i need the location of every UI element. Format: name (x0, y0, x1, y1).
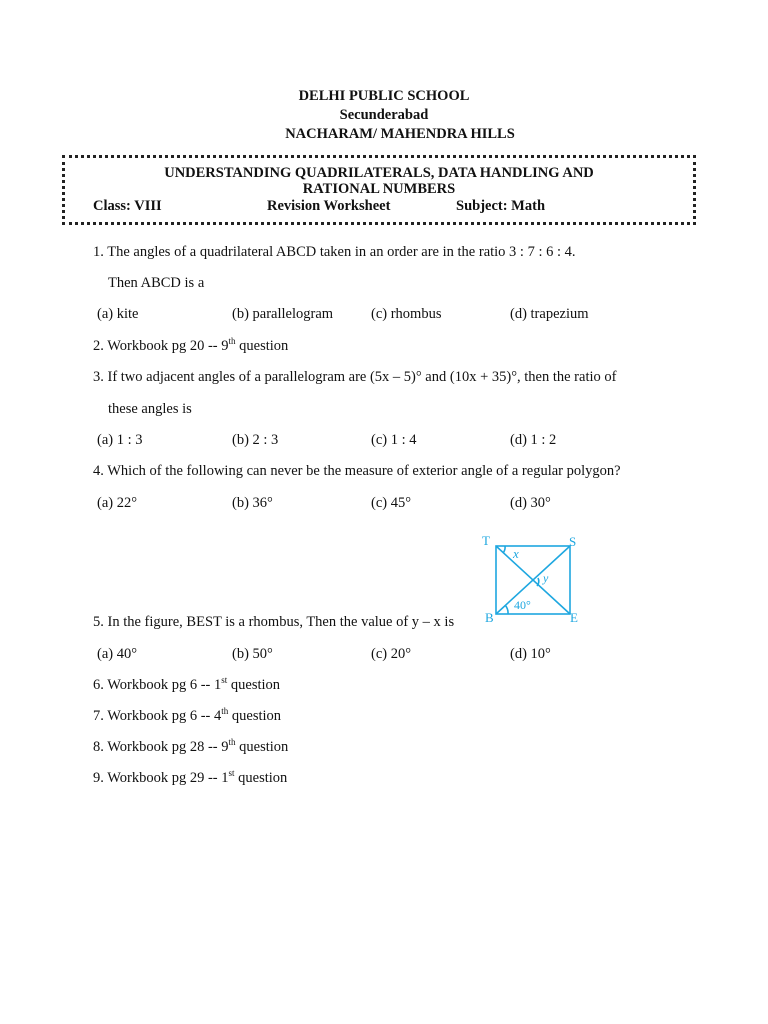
question-8-text: 8. Workbook pg 28 -- 9 (93, 739, 229, 755)
question-3-option-c: (c) 1 : 4 (371, 432, 417, 448)
question-3-option-b: (b) 2 : 3 (232, 432, 279, 448)
worksheet-title-line2: RATIONAL NUMBERS (302, 181, 456, 197)
question-4-line1: 4. Which of the following can never be the measure of exterior angle of a regular polygon? (93, 463, 621, 479)
angle-40-arc (505, 605, 508, 614)
question-1-option-a: (a) kite (97, 306, 139, 322)
question-9-text: 9. Workbook pg 29 -- 1 (93, 770, 229, 786)
question-6-suffix: question (227, 677, 281, 693)
question-9-suffix: question (234, 770, 288, 786)
question-6-ordinal: st (221, 675, 228, 685)
school-city: Secunderabad (339, 107, 429, 123)
school-name: DELHI PUBLIC SCHOOL (298, 88, 470, 104)
worksheet-type: Revision Worksheet (267, 198, 391, 214)
question-8-ordinal: th (228, 737, 236, 747)
question-4-option-a: (a) 22° (97, 495, 138, 511)
question-9 (93, 770, 287, 787)
question-1-line1: 1. The angles of a quadrilateral ABCD taken in an order are in the ratio 3 : 7 : 6 : 4. (93, 244, 576, 260)
question-4-option-b: (b) 36° (232, 495, 273, 511)
question-2-suffix: question (235, 338, 289, 354)
question-1-option-c: (c) rhombus (371, 306, 442, 322)
question-7-suffix: question (228, 708, 282, 724)
question-8-suffix: question (235, 739, 289, 755)
vertex-b-label: B (485, 610, 494, 625)
question-1-line2: Then ABCD is a (108, 275, 205, 291)
question-6 (93, 677, 280, 694)
angle-40-label: 40° (514, 598, 531, 612)
question-2-text: 2. Workbook pg 20 -- 9 (93, 338, 229, 354)
question-1-option-d: (d) trapezium (510, 306, 589, 322)
question-2-ordinal: th (228, 336, 236, 346)
question-8 (93, 739, 288, 756)
vertex-e-label: E (570, 610, 578, 625)
question-9-ordinal: st (228, 768, 235, 778)
question-5-line1: 5. In the figure, BEST is a rhombus, Then the value of y – x is (93, 614, 455, 630)
question-6-text: 6. Workbook pg 6 -- 1 (93, 677, 222, 693)
class-label: Class: VIII (93, 198, 162, 214)
angle-x-arc (503, 546, 505, 553)
question-3-option-a: (a) 1 : 3 (97, 432, 143, 448)
question-4-option-c: (c) 45° (371, 495, 412, 511)
question-3-line2: these angles is (108, 401, 192, 417)
subject-label: Subject: Math (456, 198, 546, 214)
vertex-s-label: S (569, 534, 577, 549)
question-1-option-b: (b) parallelogram (232, 306, 334, 322)
angle-x-label: x (513, 546, 519, 561)
question-5-option-d: (d) 10° (510, 646, 551, 662)
question-7 (93, 708, 281, 725)
question-5-option-c: (c) 20° (371, 646, 412, 662)
question-5-option-b: (b) 50° (232, 646, 273, 662)
worksheet-title-line1: UNDERSTANDING QUADRILATERALS, DATA HANDLING AND (164, 165, 594, 181)
rhombus-figure (478, 530, 588, 630)
question-5-option-a: (a) 40° (97, 646, 138, 662)
question-3-line1: 3. If two adjacent angles of a parallelogram are (5x – 5)° and (10x + 35)°, then the ratio of (93, 369, 617, 385)
worksheet-info-box (62, 155, 696, 225)
question-7-ordinal: th (221, 706, 229, 716)
angle-y-label: y (543, 571, 549, 585)
question-7-text: 7. Workbook pg 6 -- 4 (93, 708, 222, 724)
question-2 (93, 338, 288, 355)
angle-y-arc (537, 578, 539, 586)
question-3-option-d: (d) 1 : 2 (510, 432, 557, 448)
vertex-t-label: T (482, 533, 490, 548)
question-4-option-d: (d) 30° (510, 495, 551, 511)
school-branch: NACHARAM/ MAHENDRA HILLS (285, 126, 515, 142)
